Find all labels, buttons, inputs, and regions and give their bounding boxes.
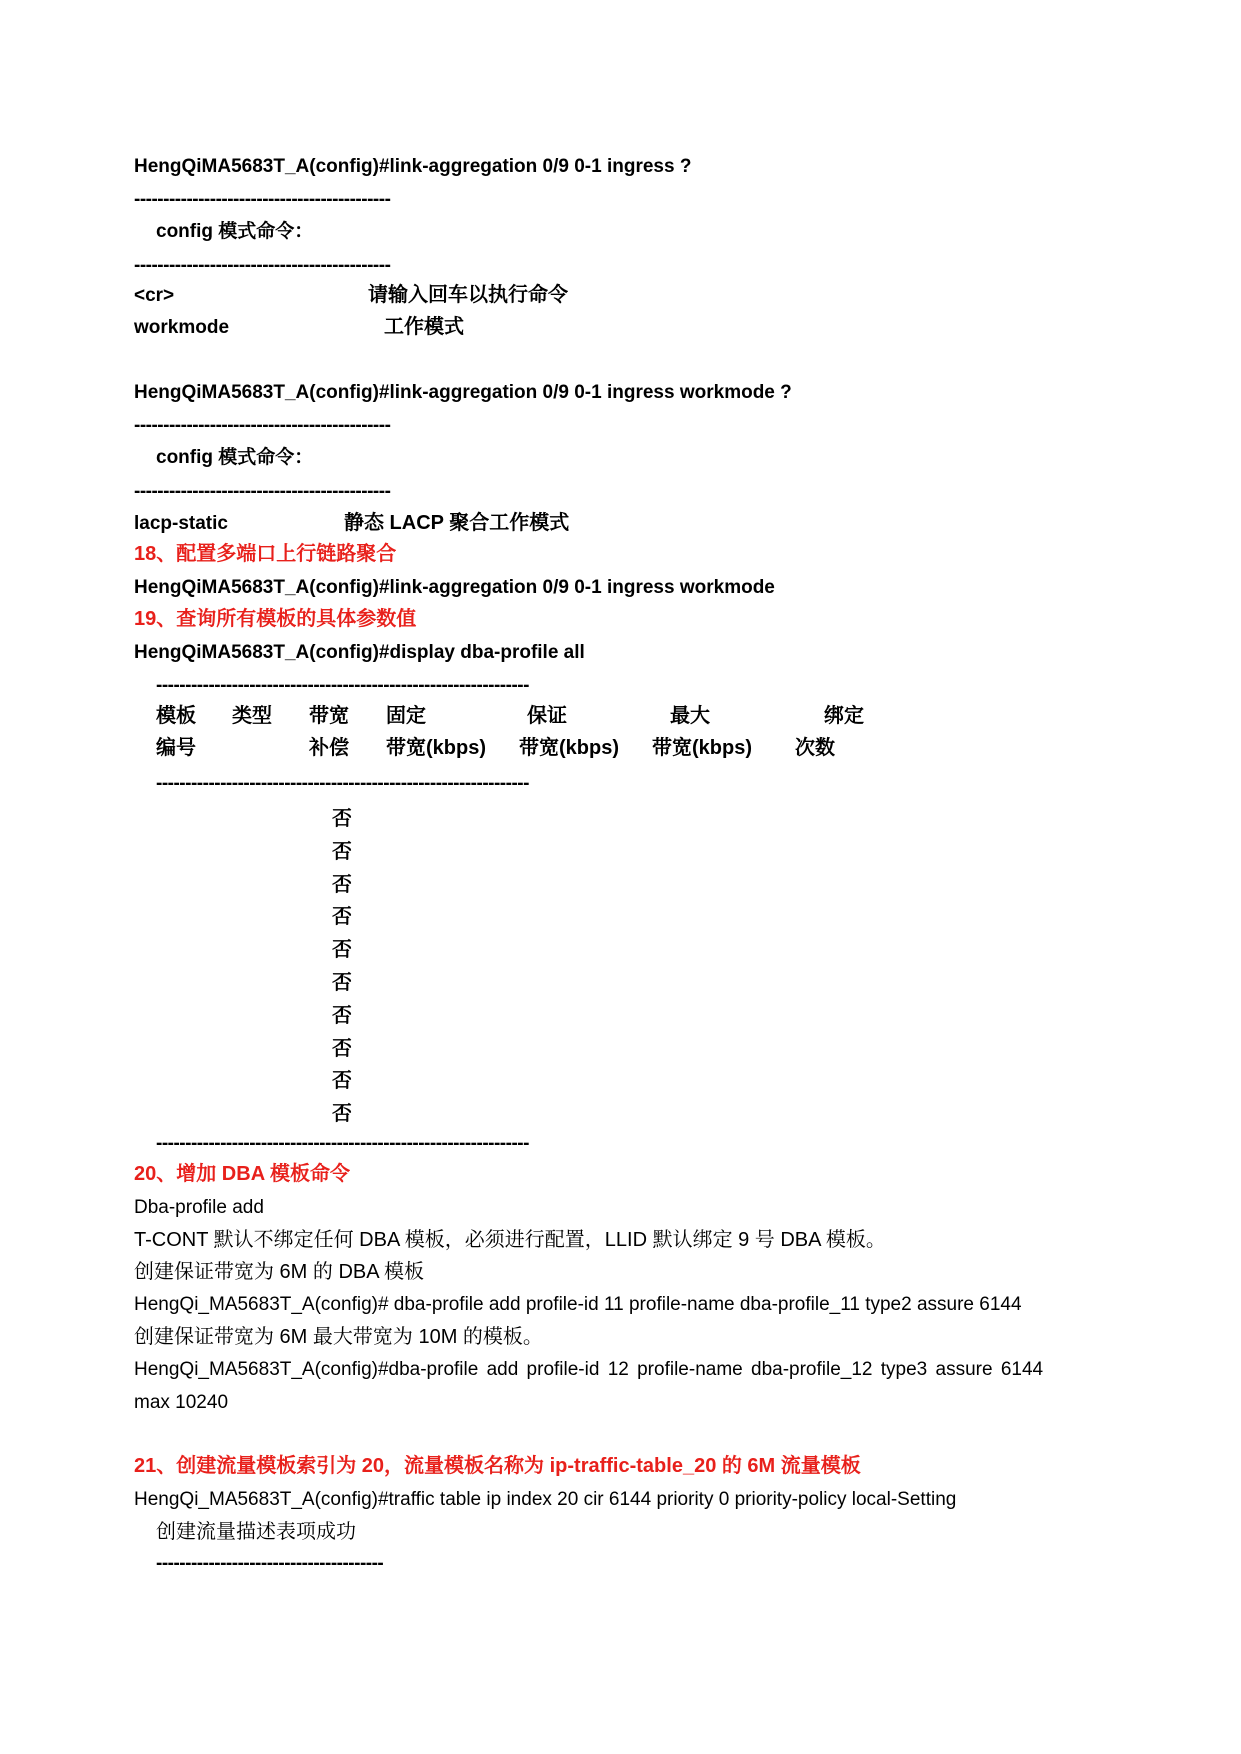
option-name: lacp-static	[134, 513, 228, 534]
separator: ----------------------------------------------------------------	[156, 773, 529, 794]
cli-command: HengQi_MA5683T_A(config)#traffic table ip index 20 cir 6144 priority 0 priority-policy local-Setting	[134, 1489, 957, 1510]
table-cell: 否	[332, 972, 352, 994]
cli-command: HengQi_MA5683T_A(config)#dba-profile add profile-id 12 profile-name dba-profile_12 type3 assure 6144	[134, 1359, 1044, 1380]
option-desc: 请输入回车以执行命令	[368, 284, 568, 306]
header-cell: 保证	[527, 705, 567, 727]
option-name: <cr>	[134, 285, 175, 306]
header-cell: 固定	[386, 705, 426, 727]
text-line: 创建流量描述表项成功	[156, 1521, 356, 1543]
separator: ----------------------------------------------------------------	[156, 675, 529, 696]
header-cell: 编号	[156, 737, 196, 759]
header-cell: 类型	[232, 705, 272, 727]
mode-label: config 模式命令：	[156, 221, 314, 242]
cli-command: HengQiMA5683T_A(config)#link-aggregation 0/9 0-1 ingress workmode	[134, 577, 775, 598]
header-cell: 模板	[156, 705, 196, 727]
header-cell: 次数	[795, 737, 835, 759]
table-cell: 否	[332, 1070, 352, 1093]
table-cell: 否	[332, 840, 352, 863]
section-heading: 21、创建流量模板索引为 20，流量模板名称为 ip-traffic-table_20 的 6M 流量模板	[134, 1455, 861, 1477]
table-cell: 否	[332, 1037, 352, 1060]
header-cell: 绑定	[824, 705, 864, 727]
table-cell: 否	[332, 906, 352, 929]
text-line: 创建保证带宽为 6M 最大带宽为 10M 的模板。	[134, 1326, 543, 1348]
table-cell: 否	[332, 873, 352, 896]
header-cell: 带宽(kbps)	[652, 737, 752, 759]
header-cell: 补偿	[309, 737, 349, 759]
text-line: 创建保证带宽为 6M 的 DBA 模板	[134, 1261, 425, 1283]
table-cell: 否	[332, 808, 352, 830]
separator: ----------------------------------------------------------------	[156, 1133, 529, 1154]
cli-command: HengQiMA5683T_A(config)#display dba-profile all	[134, 642, 585, 663]
table-cell: 否	[332, 939, 352, 962]
section-heading: 19、查询所有模板的具体参数值	[134, 608, 417, 630]
header-cell: 带宽	[309, 705, 349, 727]
option-desc: 工作模式	[384, 316, 464, 338]
section-heading: 20、增加 DBA 模板命令	[134, 1163, 350, 1185]
separator: --------------------------------------------	[134, 189, 391, 210]
header-cell: 带宽(kbps)	[386, 737, 486, 759]
cli-command: HengQi_MA5683T_A(config)# dba-profile add profile-id 11 profile-name dba-profile_11 type2 assure 6144	[134, 1294, 1022, 1315]
separator: --------------------------------------------	[134, 481, 391, 502]
cli-command: HengQiMA5683T_A(config)#link-aggregation 0/9 0-1 ingress workmode ?	[134, 382, 792, 403]
option-desc: 静态 LACP 聚合工作模式	[344, 512, 570, 534]
option-name: workmode	[134, 317, 230, 338]
table-cell: 否	[332, 1004, 352, 1027]
separator: --------------------------------------------	[134, 255, 391, 276]
separator: ---------------------------------------	[156, 1553, 384, 1574]
cli-command: HengQiMA5683T_A(config)#link-aggregation 0/9 0-1 ingress ?	[134, 156, 692, 177]
section-heading: 18、配置多端口上行链路聚合	[134, 543, 397, 565]
separator: --------------------------------------------	[134, 415, 391, 436]
cli-command: max 10240	[134, 1392, 229, 1413]
mode-label: config 模式命令：	[156, 447, 314, 468]
table-cell: 否	[332, 1103, 352, 1126]
header-cell: 最大	[670, 705, 710, 727]
header-cell: 带宽(kbps)	[519, 737, 619, 759]
text-line: Dba-profile add	[134, 1197, 264, 1218]
text-line: T-CONT 默认不绑定任何 DBA 模板，必须进行配置，LLID 默认绑定 9 号 DBA 模板。	[134, 1229, 886, 1251]
